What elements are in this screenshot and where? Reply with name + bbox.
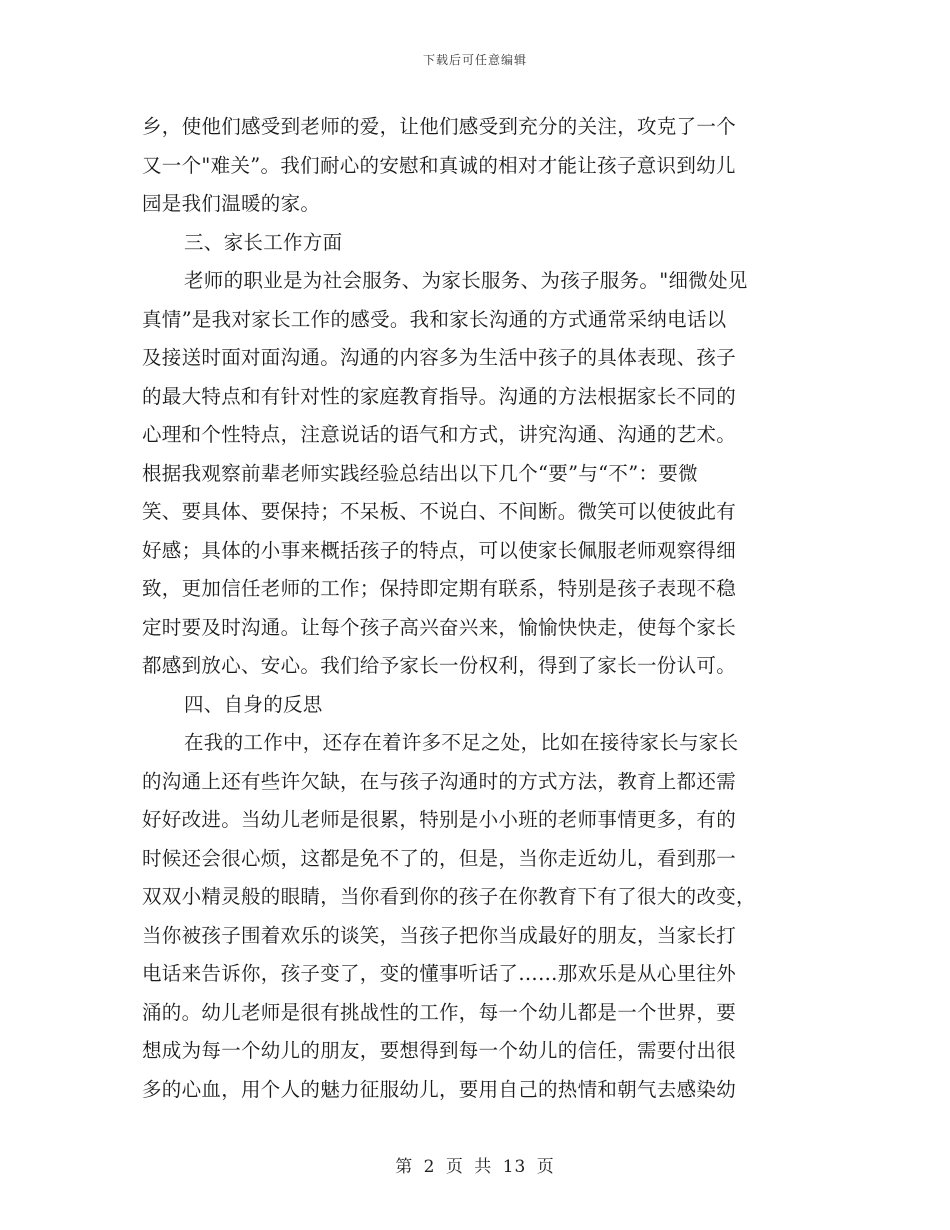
- text-line: 的沟通上还有些许欠缺，在与孩子沟通时的方式方法，教育上都还需: [142, 769, 737, 793]
- text-line: 及接送时面对面沟通。沟通的内容多为生活中孩子的具体表现、孩子: [142, 346, 737, 369]
- page-number: 第 2 页 共 13 页: [395, 1157, 555, 1177]
- text-line: 致，更加信任老师的工作；保持即定期有联系，特别是孩子表现不稳: [142, 577, 737, 600]
- text-line: 老师的职业是为社会服务、为家长服务、为孩子服务。"细微处见: [184, 269, 748, 292]
- text-line: 双双小精灵般的眼睛，当你看到你的孩子在你教育下有了很大的改变，: [142, 885, 756, 908]
- document-body: [142, 108, 812, 1109]
- text-line: 时候还会很心烦，这都是免不了的，但是，当你走近幼儿，看到那一: [142, 846, 737, 870]
- text-line: 心理和个性特点，注意说话的语气和方式，讲究沟通、沟通的艺术。: [142, 423, 737, 446]
- section-heading: 四、自身的反思: [184, 692, 323, 716]
- text-line: 笑、要具体、要保持；不呆板、不说白、不间断。微笑可以使彼此有: [142, 500, 737, 523]
- text-line: 当你被孩子围着欢乐的谈笑，当孩子把你当成最好的朋友，当家长打: [142, 923, 737, 947]
- text-line: 乡，使他们感受到老师的爱，让他们感受到充分的关注，攻克了一个: [142, 115, 737, 138]
- page-header: 下载后可任意编辑: [422, 53, 527, 67]
- text-line: 在我的工作中，还存在着许多不足之处，比如在接待家长与家长: [184, 731, 739, 754]
- text-line: 涌的。幼儿老师是很有挑战性的工作，每一个幼儿都是一个世界，要: [142, 1000, 737, 1024]
- text-line: 好好改进。当幼儿老师是很累，特别是小小班的老师事情更多，有的: [142, 808, 737, 831]
- text-line: 好感；具体的小事来概括孩子的特点，可以使家长佩服老师观察得细: [142, 538, 737, 562]
- text-line: 真情”是我对家长工作的感受。我和家长沟通的方式通常采纳电话以: [142, 307, 727, 331]
- section-heading: 三、家长工作方面: [184, 230, 343, 254]
- text-line: 又一个"难关”。我们耐心的安慰和真诚的相对才能让孩子意识到幼儿: [142, 153, 736, 177]
- text-line: 电话来告诉你，孩子变了，变的懂事听话了……那欢乐是从心里往外: [142, 962, 737, 985]
- text-line: 都感到放心、安心。我们给予家长一份权利，得到了家长一份认可。: [142, 654, 737, 677]
- text-line: 园是我们温暖的家。: [142, 192, 321, 215]
- text-line: 的最大特点和有针对性的家庭教育指导。沟通的方法根据家长不同的: [142, 384, 737, 408]
- text-line: 想成为每一个幼儿的朋友，要想得到每一个幼儿的信任，需要付出很: [142, 1039, 737, 1062]
- text-line: 多的心血，用个人的魅力征服幼儿，要用自己的热情和朝气去感染幼: [142, 1077, 737, 1101]
- text-line: 定时要及时沟通。让每个孩子高兴奋兴来，愉愉快快走，使每个家长: [142, 615, 737, 639]
- text-line: 根据我观察前辈老师实践经验总结出以下几个“要”与“不”：要微: [142, 461, 698, 485]
